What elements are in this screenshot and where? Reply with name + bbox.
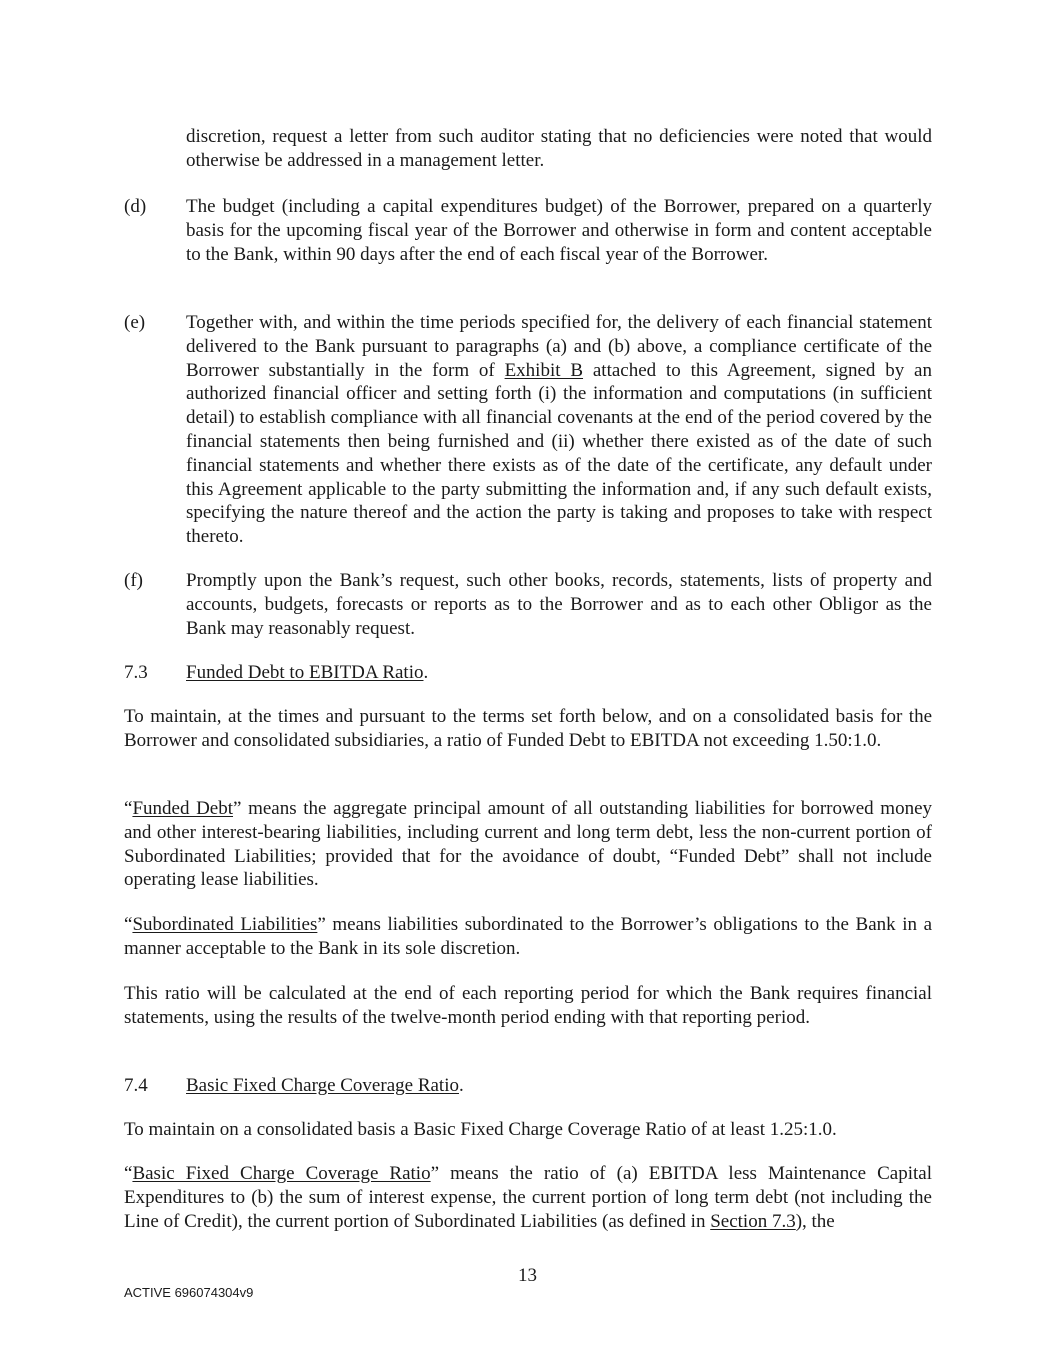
bfcc-definition-end: ), the: [795, 1210, 835, 1232]
continuation-paragraph: discretion, request a letter from such auditor stating that no deficiencies were noted that would otherwise be addressed in a management letter.: [186, 126, 932, 171]
subordinated-liabilities-term: Subordinated Liabilities: [132, 914, 318, 935]
section-7-3-paragraph-1: To maintain, at the times and pursuant to the terms set forth below, and on a consolidated basis for the Borrower and consolidated subsidiaries, a ratio of Funded Debt to EBITDA not exceeding 1.50:1.0.: [124, 706, 932, 751]
section-7-3-number: 7.3: [124, 662, 148, 683]
item-e-label: (e): [124, 312, 146, 333]
section-7-3-heading: [186, 661, 428, 685]
item-d-text: The budget (including a capital expenditures budget) of the Borrower, prepared on a quarterly basis for the upcoming fiscal year of the Borrower and otherwise in form and content acceptable to the Bank, within 90 days after the end of each fiscal year of the Borrower.: [186, 196, 932, 265]
section-7-3-title-end: .: [423, 662, 429, 683]
exhibit-b-link[interactable]: Exhibit B: [504, 359, 584, 381]
funded-debt-definition-text: ” means the aggregate principal amount of all outstanding liabilities for borrowed money and other interest-bearing liabilities, including current and long term debt, less the non-current portion of Subordinated Liabilities; provided that for the avoidance of doubt, “Funded Debt” shall not include operating lease liabilities.: [124, 798, 932, 891]
section-7-4-title-end: .: [458, 1075, 464, 1096]
sub-open-quote: “: [124, 914, 133, 935]
section-7-3-link[interactable]: Section 7.3: [710, 1210, 796, 1232]
funded-debt-term: Funded Debt: [132, 798, 234, 819]
page-number: 13: [518, 1265, 537, 1286]
subordinated-liabilities-definition: [124, 913, 932, 961]
item-e-text-after: attached to this Agreement, signed by an authorized financial officer and setting forth (i) the information and computations (in sufficient detail) to establish compliance with all financial covenants at the end of the period covered by the financial statements then being furnished and (ii) whether there existed as of the date of such financial statements and whether there exists as of the date of the certificate, any default under this Agreement applicable to the party submitting the information and, if any such default exists, specifying the nature thereof and the action the party is taking and proposes to take with respect thereto.: [186, 359, 932, 548]
item-f-label: (f): [124, 570, 143, 591]
item-e-text: [186, 311, 932, 549]
bfcc-definition: [124, 1162, 932, 1233]
funded-debt-definition: [124, 797, 932, 892]
section-7-4-paragraph-1: To maintain on a consolidated basis a Basic Fixed Charge Coverage Ratio of at least 1.25:1.0.: [124, 1119, 837, 1140]
section-7-3-title: Funded Debt to EBITDA Ratio: [186, 662, 424, 683]
item-d-label: (d): [124, 196, 147, 217]
bfcc-term: Basic Fixed Charge Coverage Ratio: [132, 1163, 431, 1184]
subordinated-liabilities-definition-text: ” means liabilities subordinated to the Borrower’s obligations to the Bank in a manner acceptable to the Bank in its sole discretion.: [124, 914, 932, 959]
section-7-4-title: Basic Fixed Charge Coverage Ratio: [186, 1075, 459, 1096]
item-f-text: Promptly upon the Bank’s request, such other books, records, statements, lists of property and accounts, budgets, forecasts or reports as to the Borrower and as to each other Obligor as the Bank may reasonably request.: [186, 570, 932, 639]
section-7-4-number: 7.4: [124, 1075, 148, 1096]
funded-debt-open-quote: “: [124, 798, 133, 819]
bfcc-definition-text: ” means the ratio of (a) EBITDA less Maintenance Capital Expenditures to (b) the sum of interest expense, the current portion of long term debt (not including the Line of Credit), the current portion of Subordinated Liabilities (as defined in: [124, 1163, 932, 1232]
document-id: ACTIVE 696074304v9: [124, 1285, 254, 1300]
bfcc-open-quote: “: [124, 1163, 133, 1184]
section-7-4-heading: [186, 1074, 464, 1098]
section-7-3-paragraph-4: This ratio will be calculated at the end of each reporting period for which the Bank requires financial statements, using the results of the twelve-month period ending with that reporting period.: [124, 983, 932, 1028]
item-e-text-before: Together with, and within the time periods specified for, the delivery of each financial statement delivered to the Bank pursuant to paragraphs (a) and (b) above, a compliance certificate of the Borrower substantially in the form of: [186, 312, 932, 381]
